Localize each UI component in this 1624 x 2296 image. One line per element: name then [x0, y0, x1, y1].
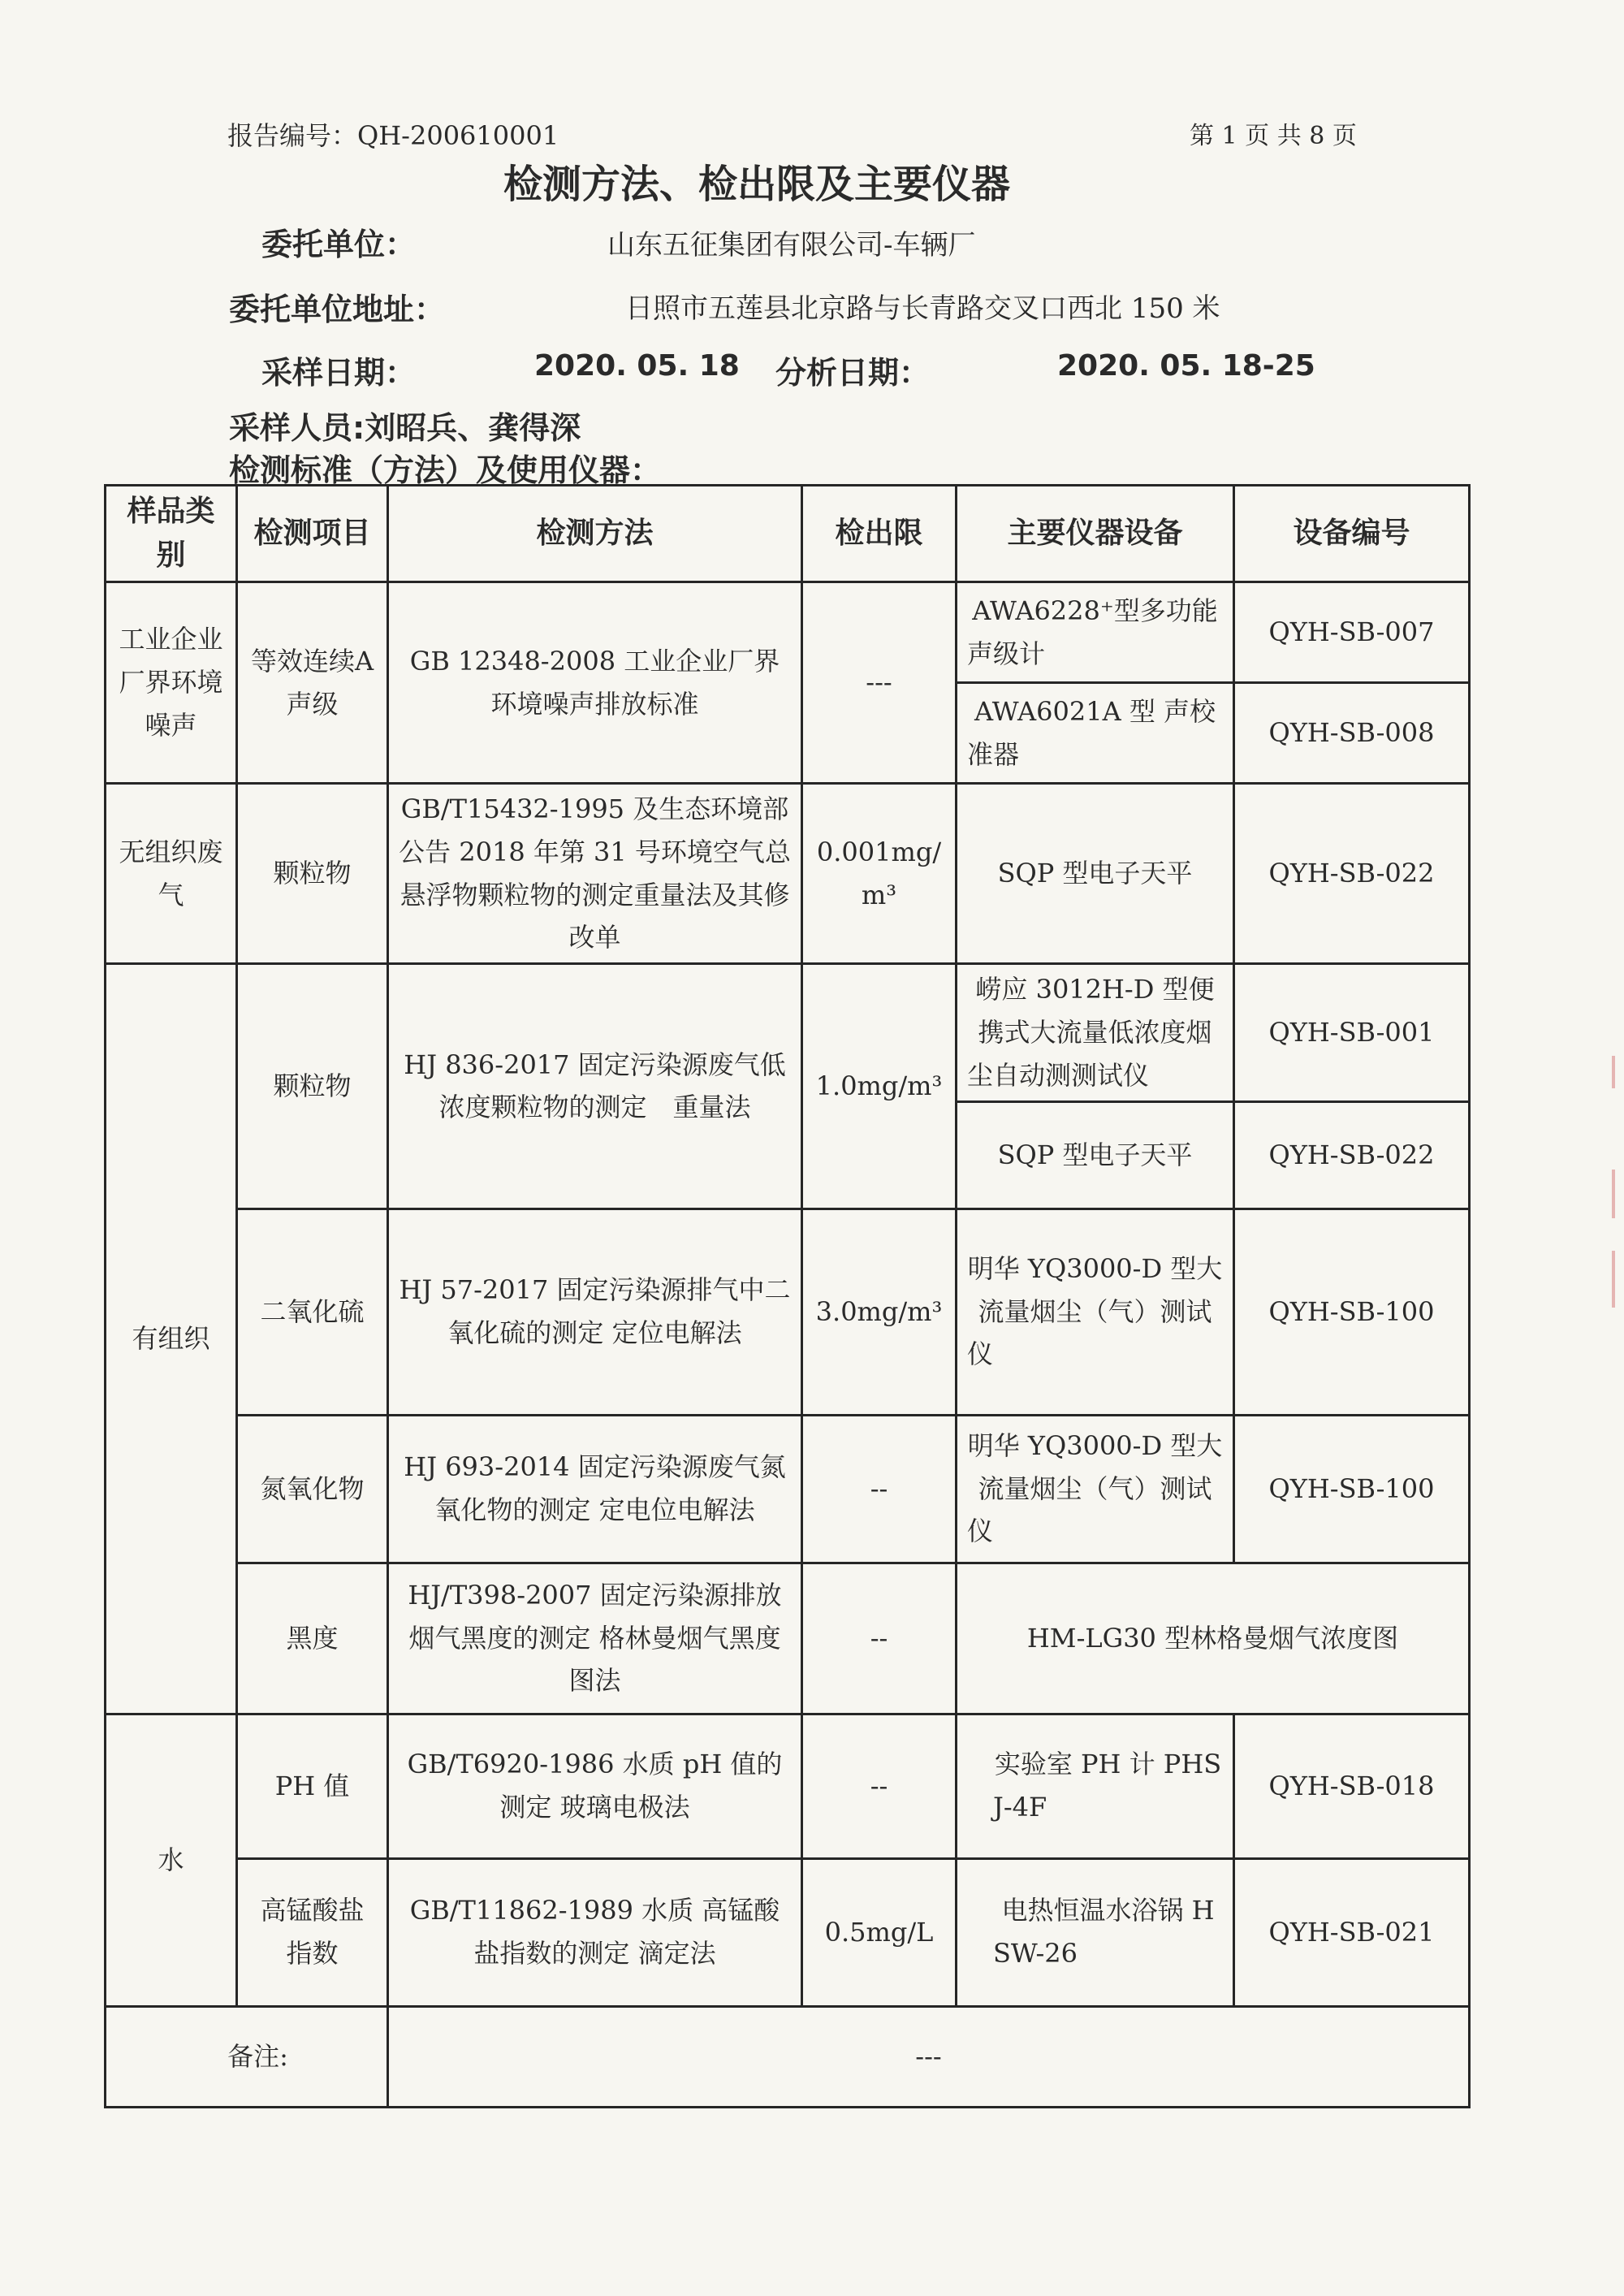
- limit-cell: ---: [802, 582, 957, 784]
- address-value: 日照市五莲县北京路与长青路交叉口西北 150 米: [625, 292, 1220, 325]
- item-cell: 黑度: [237, 1563, 388, 1714]
- item-cell: 颗粒物: [237, 964, 388, 1209]
- report-number: [227, 115, 559, 153]
- limit-cell: 1.0mg/m³: [802, 964, 957, 1209]
- table-row: [106, 1858, 1470, 2006]
- table-row: [106, 582, 1470, 683]
- table-row: [106, 1563, 1470, 1714]
- method-cell: GB/T11862-1989 水质 高锰酸盐指数的测定 滴定法: [388, 1858, 802, 2006]
- instrument-cell: 电热恒温水浴锅 HSW-26: [957, 1858, 1234, 2006]
- code-cell: QYH-SB-001: [1234, 964, 1470, 1101]
- table-header-row: [106, 486, 1470, 582]
- method-cell: GB/T6920-1986 水质 pH 值的测定 玻璃电极法: [388, 1714, 802, 1858]
- stamp-mark: [1612, 1056, 1615, 1088]
- sampling-date-value: 2020. 05. 18: [534, 349, 740, 383]
- header-category: 样品类别: [106, 486, 237, 582]
- limit-cell: 0.5mg/L: [802, 1858, 957, 2006]
- header-method: 检测方法: [388, 486, 802, 582]
- remark-value: ---: [388, 2006, 1470, 2107]
- report-number-label: 报告编号：: [227, 120, 358, 151]
- item-cell: PH 值: [237, 1714, 388, 1858]
- header-item: 检测项目: [237, 486, 388, 582]
- method-cell: HJ 57-2017 固定污染源排气中二氧化硫的测定 定位电解法: [388, 1209, 802, 1415]
- header-limit: 检出限: [802, 486, 957, 582]
- item-cell: 等效连续A声级: [237, 582, 388, 784]
- client-label: 委托单位：: [261, 227, 417, 262]
- header-instrument: 主要仪器设备: [957, 486, 1234, 582]
- table-row: [106, 1714, 1470, 1858]
- code-cell: QYH-SB-022: [1234, 784, 1470, 964]
- method-cell: HJ/T398-2007 固定污染源排放烟气黑度的测定 格林曼烟气黑度图法: [388, 1563, 802, 1714]
- table-row: [106, 964, 1470, 1101]
- item-cell: 二氧化硫: [237, 1209, 388, 1415]
- code-cell: QYH-SB-007: [1234, 582, 1470, 683]
- limit-cell: --: [802, 1415, 957, 1563]
- category-organized: 有组织: [106, 964, 237, 1714]
- instrument-cell: HM-LG30 型林格曼烟气浓度图: [957, 1563, 1470, 1714]
- sampling-date-label: 采样日期：: [261, 355, 417, 391]
- header-code: 设备编号: [1234, 486, 1470, 582]
- table-row: [106, 1415, 1470, 1563]
- page-info: 第 1 页 共 8 页: [1190, 122, 1357, 150]
- remark-row: [106, 2006, 1470, 2107]
- analysis-date-value: 2020. 05. 18-25: [1057, 349, 1315, 383]
- code-cell: QYH-SB-008: [1234, 683, 1470, 784]
- stamp-mark: [1612, 1251, 1615, 1308]
- item-cell: 颗粒物: [237, 784, 388, 964]
- code-cell: QYH-SB-100: [1234, 1415, 1470, 1563]
- report-number-value: QH-200610001: [357, 120, 559, 151]
- remark-label: 备注:: [106, 2006, 388, 2107]
- instrument-cell: 实验室 PH 计 PHSJ-4F: [957, 1714, 1234, 1858]
- item-cell: 高锰酸盐指数: [237, 1858, 388, 2006]
- document-title: 检测方法、检出限及主要仪器: [503, 162, 1011, 207]
- limit-cell: 0.001mg/m³: [802, 784, 957, 964]
- samplers: 采样人员:刘昭兵、龚得深: [229, 410, 581, 446]
- table-row: [106, 784, 1470, 964]
- instrument-cell: AWA6228⁺型多功能声级计: [957, 582, 1234, 683]
- instrument-cell: AWA6021A 型 声校准器: [957, 683, 1234, 784]
- limit-cell: 3.0mg/m³: [802, 1209, 957, 1415]
- limit-cell: --: [802, 1714, 957, 1858]
- instrument-cell: 明华 YQ3000-D 型大流量烟尘（气）测试仪: [957, 1415, 1234, 1563]
- instrument-cell: 明华 YQ3000-D 型大流量烟尘（气）测试仪: [957, 1209, 1234, 1415]
- category-fugitive: 无组织废气: [106, 784, 237, 964]
- code-cell: QYH-SB-022: [1234, 1101, 1470, 1209]
- limit-cell: --: [802, 1563, 957, 1714]
- method-cell: HJ 836-2017 固定污染源废气低浓度颗粒物的测定 重量法: [388, 964, 802, 1209]
- instrument-cell: SQP 型电子天平: [957, 1101, 1234, 1209]
- method-cell: GB 12348-2008 工业企业厂界环境噪声排放标准: [388, 582, 802, 784]
- code-cell: QYH-SB-021: [1234, 1858, 1470, 2006]
- methods-table: [104, 484, 1471, 2108]
- stamp-mark: [1612, 1170, 1615, 1218]
- instrument-cell: 崂应 3012H-D 型便携式大流量低浓度烟尘自动测测试仪: [957, 964, 1234, 1101]
- category-noise: 工业企业厂界环境噪声: [106, 582, 237, 784]
- analysis-date-label: 分析日期：: [775, 355, 931, 391]
- code-cell: QYH-SB-018: [1234, 1714, 1470, 1858]
- address-label: 委托单位地址：: [229, 292, 446, 327]
- code-cell: QYH-SB-100: [1234, 1209, 1470, 1415]
- instrument-cell: SQP 型电子天平: [957, 784, 1234, 964]
- item-cell: 氮氧化物: [237, 1415, 388, 1563]
- category-water: 水: [106, 1714, 237, 2006]
- client-value: 山东五征集团有限公司-车辆厂: [607, 229, 976, 262]
- standards-label: 检测标准（方法）及使用仪器：: [229, 452, 662, 488]
- method-cell: GB/T15432-1995 及生态环境部公告 2018 年第 31 号环境空气总悬浮物颗粒物的测定重量法及其修改单: [388, 784, 802, 964]
- method-cell: HJ 693-2014 固定污染源废气氮氧化物的测定 定电位电解法: [388, 1415, 802, 1563]
- table-row: [106, 1209, 1470, 1415]
